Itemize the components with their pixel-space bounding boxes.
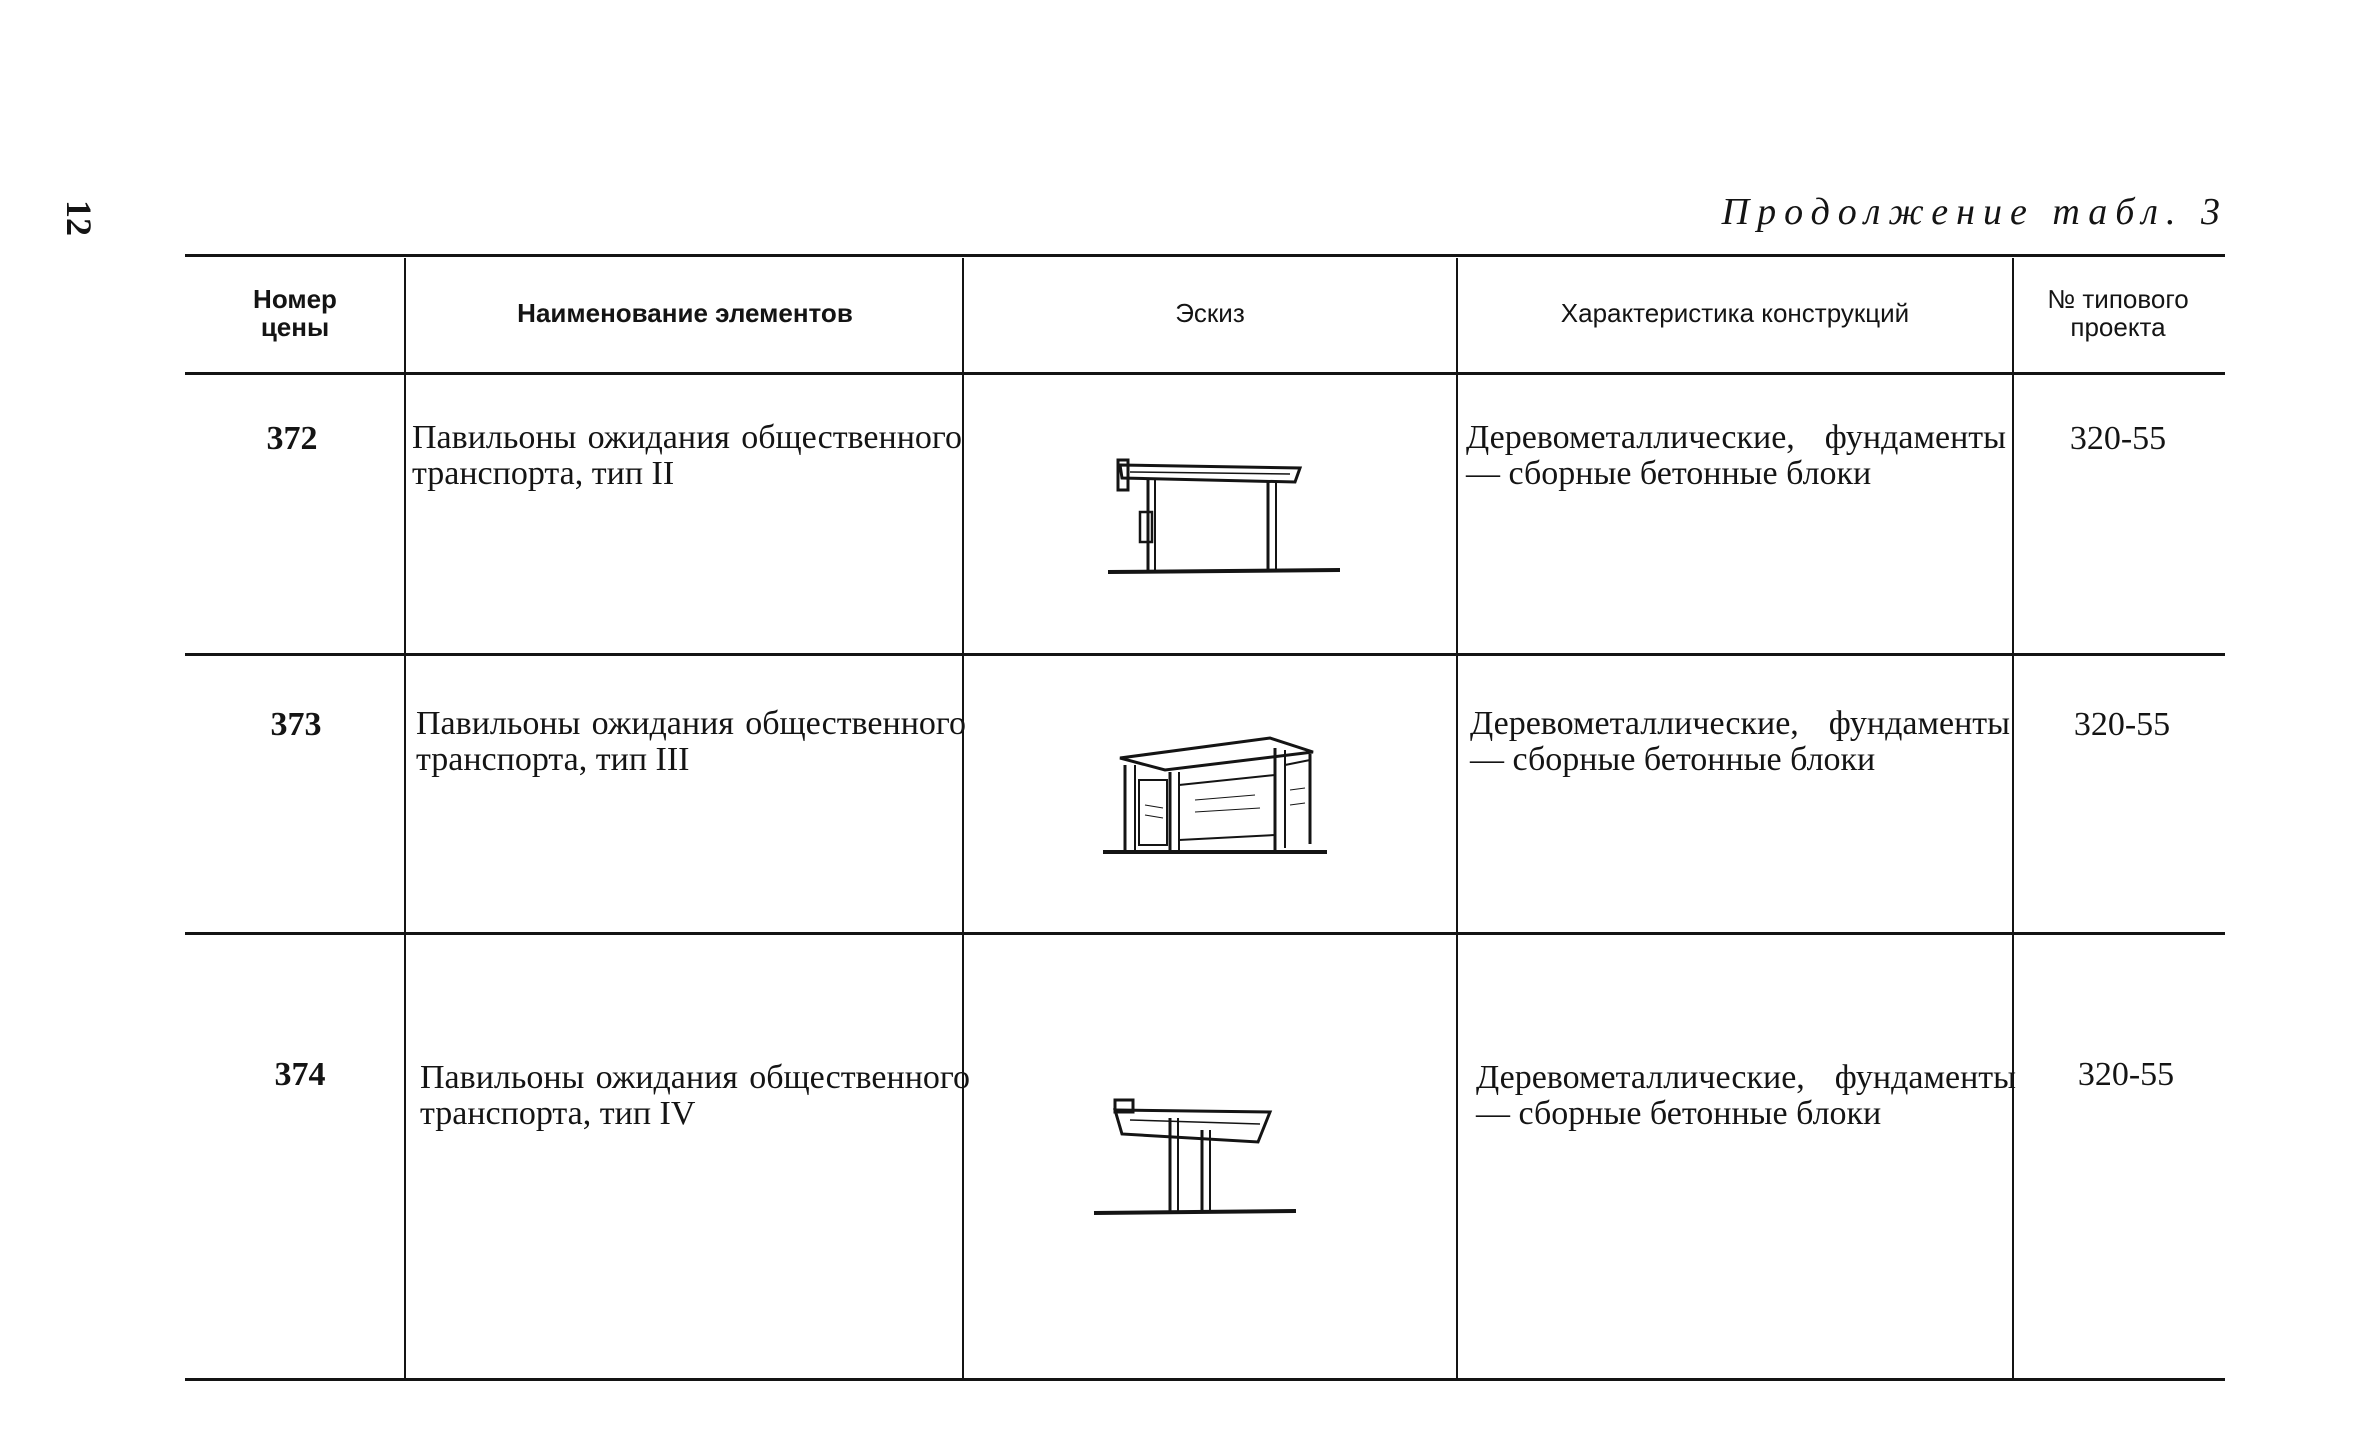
- row-374-project: 320-55: [2077, 1056, 2175, 1093]
- col-divider-4: [2012, 258, 2014, 1378]
- table-bottom-rule: [185, 1378, 2225, 1381]
- table-continuation-caption: Продолжение табл. 3: [1721, 191, 2228, 233]
- header-number: Номер цены: [253, 284, 337, 342]
- col-divider-3: [1456, 258, 1458, 1378]
- row-372-name: Павильоны ожидания общественного транспорта, тип II: [412, 419, 962, 492]
- page-number: 12: [59, 200, 99, 236]
- pavilion-type-4-sketch: [1090, 1090, 1310, 1225]
- row-372-number: 372: [266, 420, 318, 457]
- pavilion-type-3-sketch: [1095, 720, 1335, 865]
- row-372-project: 320-55: [2069, 420, 2167, 457]
- header-bottom-rule: [185, 372, 2225, 375]
- row-374-name: Павильоны ожидания общественного транспорта, тип IV: [420, 1059, 970, 1132]
- row-372-bottom-rule: [185, 653, 2225, 656]
- header-characteristics: Характеристика конструкций: [1560, 298, 1910, 328]
- row-374-characteristics: Деревометаллические, фундаменты — сборные бетонные блоки: [1476, 1059, 2016, 1132]
- row-374-number: 374: [274, 1056, 326, 1093]
- col-divider-1: [404, 258, 406, 1378]
- header-project: № типового проекта: [2047, 284, 2189, 342]
- header-sketch: Эскиз: [1175, 298, 1245, 328]
- col-divider-2: [962, 258, 964, 1378]
- row-373-bottom-rule: [185, 932, 2225, 935]
- row-373-number: 373: [270, 706, 322, 743]
- row-373-characteristics: Деревометаллические, фундаменты — сборные бетонные блоки: [1470, 705, 2010, 778]
- header-name: Наименование элементов: [517, 298, 853, 328]
- row-372-characteristics: Деревометаллические, фундаменты — сборные бетонные блоки: [1466, 419, 2006, 492]
- row-373-name: Павильоны ожидания общественного транспорта, тип III: [416, 705, 966, 778]
- pavilion-type-2-sketch: [1100, 440, 1360, 590]
- row-373-project: 320-55: [2073, 706, 2171, 743]
- table-top-rule: [185, 254, 2225, 257]
